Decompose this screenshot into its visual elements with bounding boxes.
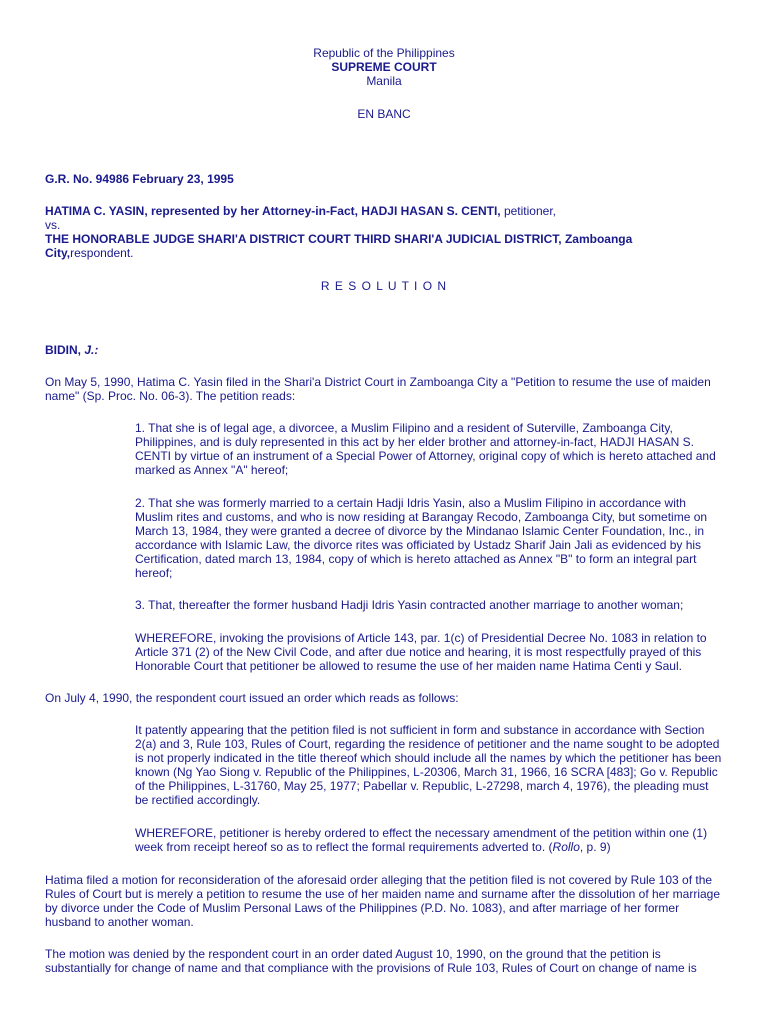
ponente-suffix: J.: bbox=[84, 343, 99, 357]
paragraph-3: Hatima filed a motion for reconsideration of the aforesaid order alleging that the petition filed is not covered by Rule 103 of the Rules of Court but is merely a petition to resume the use of her maiden name and surname after the dissolution of her marriage by divorce under the Code of Muslim Personal Laws of the Philippines (P.D. No. 1083), and after marriage of her former husband to another woman. bbox=[45, 873, 721, 929]
order-text: WHEREFORE, petitioner is hereby ordered to effect the necessary amendment of the petition within one (1) week from receipt hereof so as to reflect the formal requirements adverted to. ( bbox=[135, 826, 708, 854]
quoted-order-2 bbox=[135, 826, 725, 854]
order-citation: Rollo bbox=[552, 840, 580, 854]
respondent-name: THE HONORABLE JUDGE SHARI'A DISTRICT COURT THIRD SHARI'A JUDICIAL DISTRICT, Zamboanga City, bbox=[45, 232, 633, 260]
order-citation-end: , p. 9) bbox=[579, 840, 611, 854]
quoted-order-1: It patently appearing that the petition filed is not sufficient in form and substance in accordance with Section 2(a) and 3, Rule 103, Rules of Court, regarding the residence of petitioner and the name sought to be adopted is not properly indicated in the title thereof which should include all the names by which the petitioner has been known (Ng Yao Siong v. Republic of the Philippines, L-20306, March 31, 1966, 16 SCRA [483]; Go v. Republic of the Philippines, L-31760, May 25, 1977; Pabellar v. Republic, L-27298, march 4, 1976), the pleading must be rectified accordingly. bbox=[135, 723, 722, 807]
quoted-paragraph-4: WHEREFORE, invoking the provisions of Article 143, par. 1(c) of Presidential Decree No. 1083 in relation to Article 371 (2) of the New Civil Code, and after due notice and hearing, it is most respectfully prayed of this Honorable Court that petitioner be allowed to resume the use of her maiden name Hatima Centi y Saul. bbox=[135, 631, 707, 673]
quoted-paragraph-2: 2. That she was formerly married to a certain Hadji Idris Yasin, also a Muslim Filipino in accordance with Muslim rites and customs, and who is now residing at Barangay Recodo, Zamboanga City, but sometime on March 13, 1984, they were granted a decree of divorce by the Mindanao Islamic Center Foundation, Inc., in accordance with Islamic Law, the divorce rites was officiated by Ustadz Sharif Jain Jali as evidenced by his Certification, dated march 13, 1984, copy of which is hereto attached as Annex "B" to form an integral part hereof; bbox=[135, 496, 708, 580]
ponente-name: BIDIN, bbox=[45, 343, 81, 357]
case-number-date: G.R. No. 94986 February 23, 1995 bbox=[45, 172, 234, 186]
court-name: SUPREME COURT bbox=[331, 60, 437, 74]
quoted-paragraph-1: 1. That she is of legal age, a divorcee, a Muslim Filipino and a resident of Suterville, Zamboanga City, Philippines, and is duly represented in this act by her elder brother and attorney-in-fact, HADJI HASAN S. CENTI by virtue of an instrument of a Special Power of Attorney, original copy of which is hereto attached and marked as Annex "A" hereof; bbox=[135, 421, 716, 477]
court-city: Manila bbox=[366, 74, 402, 88]
court-header bbox=[0, 46, 768, 88]
republic-line: Republic of the Philippines bbox=[313, 46, 455, 60]
document-title: R E S O L U T I O N bbox=[320, 279, 448, 293]
case-caption bbox=[45, 204, 725, 260]
paragraph-1: On May 5, 1990, Hatima C. Yasin filed in the Shari'a District Court in Zamboanga City a "Petition to resume the use of maiden name" (Sp. Proc. No. 06-3). The petition reads: bbox=[45, 375, 711, 403]
versus: vs. bbox=[45, 218, 61, 232]
ponente bbox=[45, 343, 725, 357]
petitioner-role: petitioner, bbox=[500, 204, 556, 218]
paragraph-4: The motion was denied by the respondent court in an order dated August 10, 1990, on the ground that the petition is substantially for change of name and that compliance with the provisions of Rule 103, Rules of Court on change of name is bbox=[45, 947, 697, 975]
respondent-role: respondent. bbox=[70, 246, 134, 260]
quoted-paragraph-3: 3. That, thereafter the former husband Hadji Idris Yasin contracted another marriage to another woman; bbox=[135, 598, 684, 612]
respondent-line bbox=[45, 232, 645, 260]
petitioner-name: HATIMA C. YASIN, represented by her Attorney-in-Fact, HADJI HASAN S. CENTI, bbox=[45, 204, 501, 218]
paragraph-2: On July 4, 1990, the respondent court issued an order which reads as follows: bbox=[45, 691, 459, 705]
petitioner-line bbox=[45, 204, 725, 218]
division-label: EN BANC bbox=[357, 107, 411, 121]
